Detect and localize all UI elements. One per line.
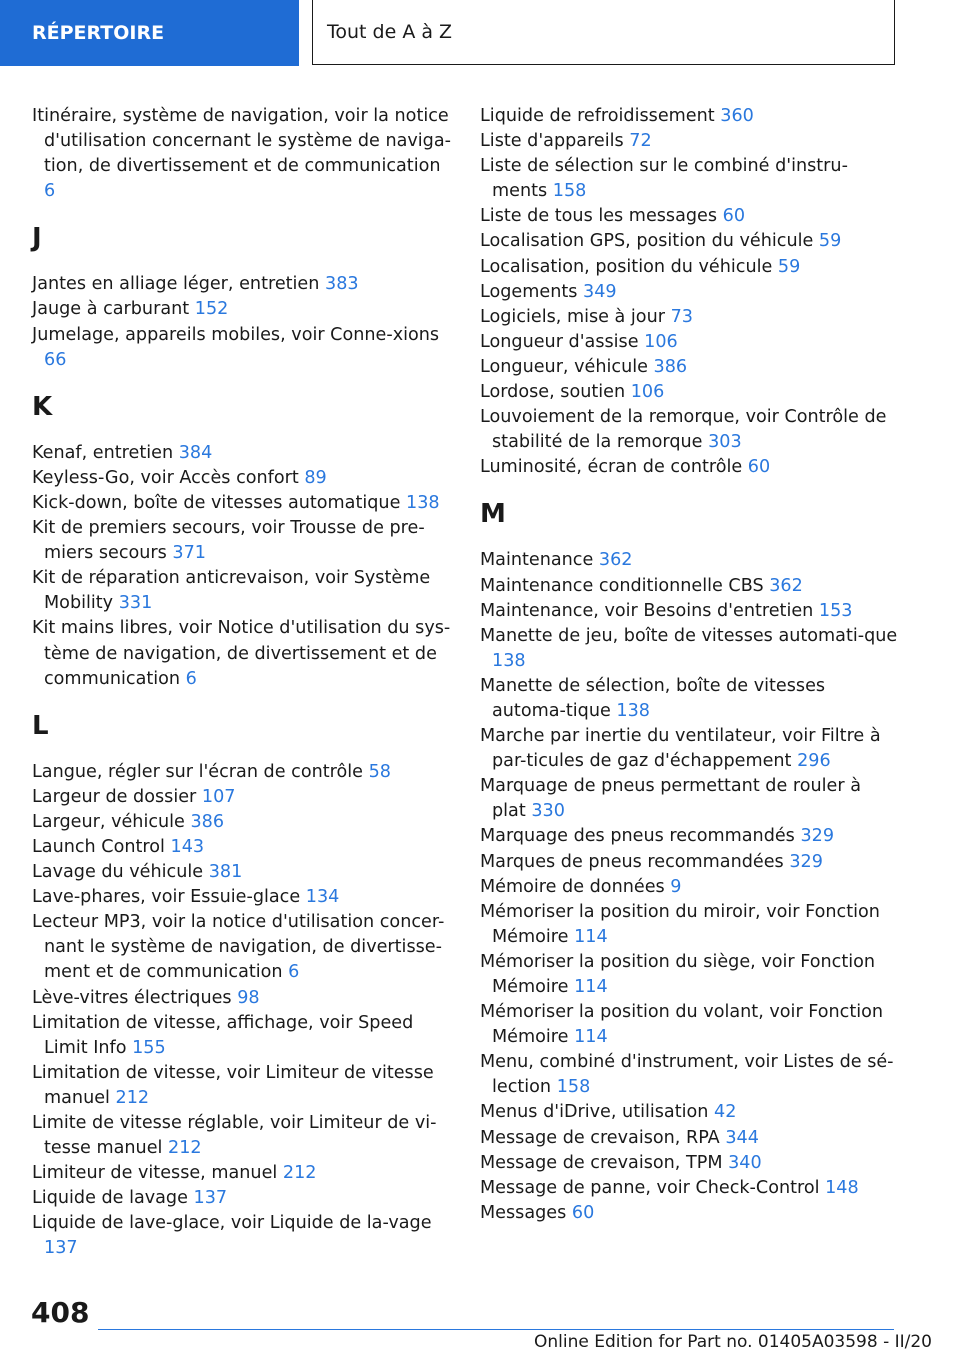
index-letter-heading: J	[32, 223, 42, 254]
index-page-link[interactable]: 60	[722, 206, 746, 227]
index-entry	[480, 280, 900, 305]
index-entry	[32, 760, 452, 785]
index-entry-text: Itinéraire, système de navigation, voir la notice d'utilisation concernant le système de naviga-tion, de divertissement et de communication	[32, 106, 451, 177]
index-entry	[32, 860, 452, 885]
index-entry	[32, 466, 452, 491]
index-entry	[480, 355, 900, 380]
index-entry	[32, 810, 452, 835]
index-entry	[480, 574, 900, 599]
index-page-link[interactable]: 6	[44, 181, 56, 202]
index-page-link[interactable]: 138	[406, 492, 440, 513]
index-page-link[interactable]: 158	[556, 1077, 591, 1098]
index-page-link[interactable]: 137	[193, 1188, 228, 1209]
index-entry-text: Marques de pneus recommandées	[480, 851, 784, 872]
index-entry-text: Limiteur de vitesse, manuel	[32, 1163, 278, 1184]
index-entry-text: Manette de jeu, boîte de vitesses automati-que	[480, 625, 898, 646]
index-entry-text: Marquage des pneus recommandés	[480, 826, 795, 847]
index-page-link[interactable]: 72	[629, 131, 652, 152]
index-entry	[480, 1126, 900, 1151]
index-entry-text: Message de crevaison, RPA	[480, 1127, 720, 1148]
index-page-link[interactable]: 60	[571, 1202, 595, 1223]
index-page-link[interactable]: 143	[170, 836, 205, 857]
index-entry	[32, 566, 452, 616]
index-page-link[interactable]: 331	[118, 593, 153, 614]
index-entry-text: Menu, combiné d'instrument, voir Listes de sé-lection	[480, 1052, 894, 1098]
index-entry-text: Largeur de dossier	[32, 786, 197, 807]
index-entry-text: Message de crevaison, TPM	[480, 1152, 723, 1173]
index-entry	[480, 129, 900, 154]
index-page-link[interactable]: 386	[190, 811, 225, 832]
index-page-link[interactable]: 59	[777, 256, 801, 277]
index-page-link[interactable]: 59	[818, 231, 842, 252]
index-page-link[interactable]: 73	[670, 306, 693, 327]
section-subtitle: Tout de A à Z	[327, 21, 453, 43]
index-page-link[interactable]: 89	[304, 467, 327, 488]
index-page-link[interactable]: 386	[653, 356, 688, 377]
index-entry	[480, 624, 900, 674]
index-entry	[480, 674, 900, 724]
index-entry-text: Messages	[480, 1202, 567, 1223]
index-entry-text: Kick-down, boîte de vitesses automatique	[32, 492, 401, 513]
footer-rule	[98, 1329, 894, 1330]
index-page-link[interactable]: 381	[208, 862, 243, 883]
index-page-link[interactable]: 107	[201, 786, 236, 807]
index-page-link[interactable]: 6	[185, 668, 197, 689]
index-entry-text: Longueur d'assise	[480, 331, 639, 352]
section-tab	[0, 0, 299, 66]
index-entry-text: Liquide de refroidissement	[480, 106, 715, 126]
index-page-link[interactable]: 212	[115, 1087, 150, 1108]
index-entry	[32, 104, 452, 204]
index-page-link[interactable]: 134	[305, 887, 340, 908]
index-page-link[interactable]: 212	[168, 1138, 202, 1159]
index-entry	[480, 950, 900, 1000]
index-page-link[interactable]: 152	[194, 299, 229, 320]
index-entry-text: Manette de sélection, boîte de vitesses automa-tique	[480, 675, 826, 721]
index-page-link[interactable]: 349	[583, 281, 617, 302]
section-title: RÉPERTOIRE	[32, 22, 165, 44]
index-entry	[32, 986, 452, 1011]
index-entry	[480, 305, 900, 330]
index-entry-text: Liste de tous les messages	[480, 206, 718, 227]
index-entry-text: Mémoire de données	[480, 876, 665, 897]
index-entry-text: Kenaf, entretien	[32, 442, 174, 463]
index-entry	[32, 835, 452, 860]
index-entry	[480, 900, 900, 950]
index-entry-text: Menus d'iDrive, utilisation	[480, 1102, 709, 1123]
index-entry	[32, 1161, 452, 1186]
index-page-link[interactable]: 383	[325, 274, 359, 295]
index-entry	[32, 441, 452, 466]
index-page-link[interactable]: 60	[747, 457, 771, 478]
index-entry	[32, 323, 452, 373]
index-entry-text: Louvoiement de la remorque, voir Contrôle de stabilité de la remorque	[480, 407, 887, 453]
index-entry	[32, 1111, 452, 1161]
index-entry	[480, 330, 900, 355]
index-entry-text: Lave-phares, voir Essuie-glace	[32, 887, 301, 908]
index-entry-text: Lecteur MP3, voir la notice d'utilisation concer-nant le système de navigation, de divertisse-ment et de communication	[32, 912, 445, 983]
index-page-link[interactable]: 303	[708, 432, 742, 453]
index-entry-text: Jauge à carburant	[32, 299, 190, 320]
index-page-link[interactable]: 158	[552, 181, 587, 202]
index-entry-text: Message de panne, voir Check-Control	[480, 1177, 820, 1198]
index-entry	[480, 1000, 900, 1050]
index-entry	[32, 885, 452, 910]
index-entry	[480, 1100, 900, 1125]
index-entry-text: Localisation, position du véhicule	[480, 256, 773, 277]
index-entry	[480, 204, 900, 229]
index-page-link[interactable]: 9	[670, 876, 682, 897]
index-page-link[interactable]: 155	[132, 1037, 166, 1058]
index-entry-text: Mémoriser la position du siège, voir Fonction Mémoire	[480, 951, 876, 997]
index-entry-text: Maintenance, voir Besoins d'entretien	[480, 600, 814, 621]
index-entry	[32, 272, 452, 297]
index-entry-text: Maintenance	[480, 550, 594, 571]
index-page-link[interactable]: 212	[282, 1163, 317, 1184]
index-page-link[interactable]: 340	[728, 1152, 762, 1173]
index-entry	[480, 1151, 900, 1176]
index-page-link[interactable]: 329	[789, 851, 823, 872]
index-page-link[interactable]: 148	[825, 1177, 859, 1198]
index-page-link[interactable]: 153	[818, 600, 853, 621]
index-entry	[480, 104, 900, 129]
index-entry-text: Limite de vitesse réglable, voir Limiteur de vi-tesse manuel	[32, 1113, 437, 1159]
index-entry-text: Maintenance conditionnelle CBS	[480, 575, 764, 596]
index-entry	[32, 1061, 452, 1111]
index-page-link[interactable]: 362	[769, 575, 803, 596]
index-page-link[interactable]: 371	[172, 543, 207, 564]
index-entry-text: Lordose, soutien	[480, 382, 626, 403]
index-entry	[32, 516, 452, 566]
index-entry	[480, 1176, 900, 1201]
index-entry	[480, 774, 900, 824]
index-entry	[480, 1201, 900, 1226]
index-entry-text: Lavage du véhicule	[32, 862, 204, 883]
index-entry-text: Mémoriser la position du volant, voir Fonction Mémoire	[480, 1002, 884, 1048]
index-entry-text: Langue, régler sur l'écran de contrôle	[32, 761, 363, 782]
index-letter-heading: K	[32, 391, 53, 422]
index-entry	[480, 875, 900, 900]
index-page-link[interactable]: 360	[720, 106, 754, 126]
index-page-link[interactable]: 344	[725, 1127, 759, 1148]
index-entry	[480, 824, 900, 849]
index-entry	[480, 229, 900, 254]
index-column-right	[480, 104, 900, 1226]
index-entry-text: Mémoriser la position du miroir, voir Fonction Mémoire	[480, 901, 880, 947]
index-entry	[32, 1011, 452, 1061]
index-entry-text: Kit de réparation anticrevaison, voir Système Mobility	[32, 568, 431, 614]
index-entry-text: Kit de premiers secours, voir Trousse de pre-miers secours	[32, 518, 425, 564]
index-entry-text: Launch Control	[32, 836, 165, 857]
index-page-link[interactable]: 114	[574, 926, 608, 947]
index-page-link[interactable]: 6	[288, 962, 300, 983]
index-entry	[480, 599, 900, 624]
index-letter-heading: M	[480, 499, 506, 530]
index-page-link[interactable]: 137	[44, 1238, 78, 1259]
index-page-link[interactable]: 329	[800, 826, 835, 847]
index-page-link[interactable]: 66	[44, 349, 67, 370]
index-entry-text: Keyless-Go, voir Accès confort	[32, 467, 299, 488]
index-page-link[interactable]: 42	[714, 1102, 737, 1123]
index-page-link[interactable]: 106	[644, 331, 678, 352]
index-entry-text: Liste de sélection sur le combiné d'instru-ments	[480, 156, 848, 202]
index-entry-text: Jumelage, appareils mobiles, voir Conne-xions	[32, 324, 440, 345]
index-page-link[interactable]: 114	[574, 977, 608, 997]
index-entry	[480, 850, 900, 875]
index-page-link[interactable]: 138	[616, 700, 650, 721]
index-entry	[32, 1186, 452, 1211]
index-entry-text: Limitation de vitesse, voir Limiteur de vitesse manuel	[32, 1062, 434, 1108]
index-entry-text: Largeur, véhicule	[32, 811, 185, 832]
index-page-link[interactable]: 114	[574, 1027, 608, 1048]
index-entry	[480, 724, 900, 774]
index-entry-text: Limitation de vitesse, affichage, voir Speed Limit Info	[32, 1012, 414, 1058]
index-entry	[32, 910, 452, 985]
index-entry-text: Jantes en alliage léger, entretien	[32, 274, 320, 295]
section-subtitle-box	[312, 0, 895, 65]
index-entry-text: Longueur, véhicule	[480, 356, 648, 377]
index-entry-text: Logiciels, mise à jour	[480, 306, 665, 327]
index-entry	[480, 255, 900, 280]
index-entry-text: Luminosité, écran de contrôle	[480, 457, 743, 478]
index-entry-text: Marquage de pneus permettant de rouler à plat	[480, 776, 861, 822]
index-page-link[interactable]: 362	[598, 550, 633, 571]
index-entry	[32, 1211, 452, 1261]
index-page-link[interactable]: 384	[178, 442, 213, 463]
footer-edition: Online Edition for Part no. 01405A03598 - II/20	[533, 1332, 932, 1352]
index-letter-heading: L	[32, 710, 49, 741]
index-entry-text: Marche par inertie du ventilateur, voir Filtre à par-ticules de gaz d'échappement	[480, 726, 881, 772]
index-entry	[480, 455, 900, 480]
index-page-link[interactable]: 58	[368, 761, 391, 782]
index-entry-text: Lève-vitres électriques	[32, 987, 232, 1008]
index-entry	[32, 785, 452, 810]
index-entry-text: Logements	[480, 281, 578, 302]
index-entry	[480, 380, 900, 405]
page-number: 408	[31, 1296, 90, 1329]
index-page-link[interactable]: 98	[237, 987, 260, 1008]
index-page-link[interactable]: 106	[630, 382, 665, 403]
index-entry	[32, 616, 452, 691]
index-entry-text: Liquide de lavage	[32, 1188, 188, 1209]
index-entry-text: Liquide de lave-glace, voir Liquide de la-vage	[32, 1213, 432, 1234]
index-page-link[interactable]: 330	[531, 801, 565, 822]
index-entry	[480, 548, 900, 573]
index-entry	[480, 405, 900, 455]
index-entry	[480, 154, 900, 204]
index-page-link[interactable]: 138	[492, 650, 526, 671]
index-entry-text: Localisation GPS, position du véhicule	[480, 231, 814, 252]
index-entry-text: Liste d'appareils	[480, 131, 624, 152]
index-column-left	[32, 104, 452, 1262]
index-entry	[32, 297, 452, 322]
index-entry	[480, 1050, 900, 1100]
index-page-link[interactable]: 296	[797, 751, 831, 772]
index-entry-text: Kit mains libres, voir Notice d'utilisation du sys-tème de navigation, de divertissement et de communication	[32, 618, 451, 689]
index-entry	[32, 491, 452, 516]
